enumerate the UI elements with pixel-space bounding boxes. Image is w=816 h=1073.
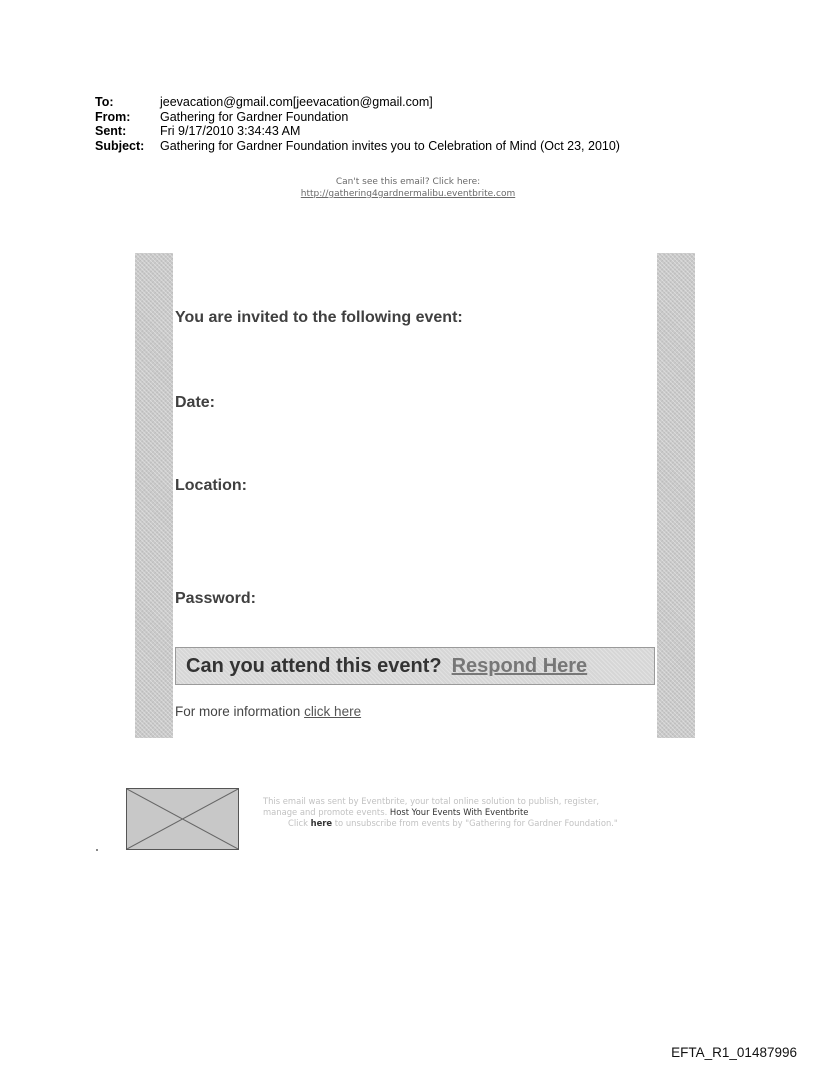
footer-line-3: [263, 818, 693, 829]
footer-line-1: This email was sent by Eventbrite, your total online solution to publish, register,: [263, 796, 600, 806]
invitation-heading: You are invited to the following event:: [175, 309, 463, 326]
left-border-panel: [135, 253, 173, 738]
footer-line-3-post: to unsubscribe from events by "Gathering for Gardner Foundation.": [334, 818, 618, 828]
subject-label: Subject:: [95, 138, 145, 153]
footer-line-2-text: manage and promote events.: [263, 807, 388, 817]
subject-value: Gathering for Gardner Foundation invites you to Celebration of Mind (Oct 23, 2010): [160, 138, 620, 153]
sent-value: Fri 9/17/2010 3:34:43 AM: [160, 124, 301, 138]
unsubscribe-link[interactable]: here: [310, 818, 333, 828]
document-id: EFTA_R1_01487996: [671, 1045, 797, 1060]
cant-see-notice: [0, 176, 816, 200]
subject-row: [95, 139, 620, 154]
sent-label: Sent:: [95, 124, 127, 138]
footer-line-2: [263, 807, 693, 818]
from-row: [95, 110, 620, 125]
eventbrite-footer: [263, 796, 693, 829]
to-label: To:: [95, 95, 114, 109]
from-value: Gathering for Gardner Foundation: [160, 109, 349, 124]
to-value: jeevacation@gmail.com[jeevacation@gmail.com]: [160, 95, 433, 109]
sent-row: [95, 124, 620, 139]
date-label: Date:: [175, 394, 216, 411]
more-info-text: For more information: [175, 704, 301, 719]
email-header: [95, 95, 620, 153]
eventbrite-page-link[interactable]: http://gathering4gardnermalibu.eventbrite.com: [300, 189, 516, 199]
password-label: Password:: [175, 590, 256, 607]
host-events-link[interactable]: Host Your Events With Eventbrite: [389, 807, 529, 817]
more-info: [175, 704, 361, 719]
footer-line-3-pre: Click: [288, 818, 308, 828]
more-info-link[interactable]: click here: [304, 704, 362, 719]
from-label: From:: [95, 109, 131, 124]
location-label: Location:: [175, 477, 247, 494]
to-row: [95, 95, 620, 110]
broken-image-icon: [126, 788, 239, 850]
rsvp-question: Can you attend this event?: [186, 654, 442, 677]
respond-here-link[interactable]: Respond Here: [451, 654, 588, 677]
rsvp-banner: [175, 647, 655, 685]
cant-see-text: Can't see this email? Click here:: [335, 177, 481, 187]
right-border-panel: [657, 253, 695, 738]
stray-mark: [96, 849, 98, 851]
